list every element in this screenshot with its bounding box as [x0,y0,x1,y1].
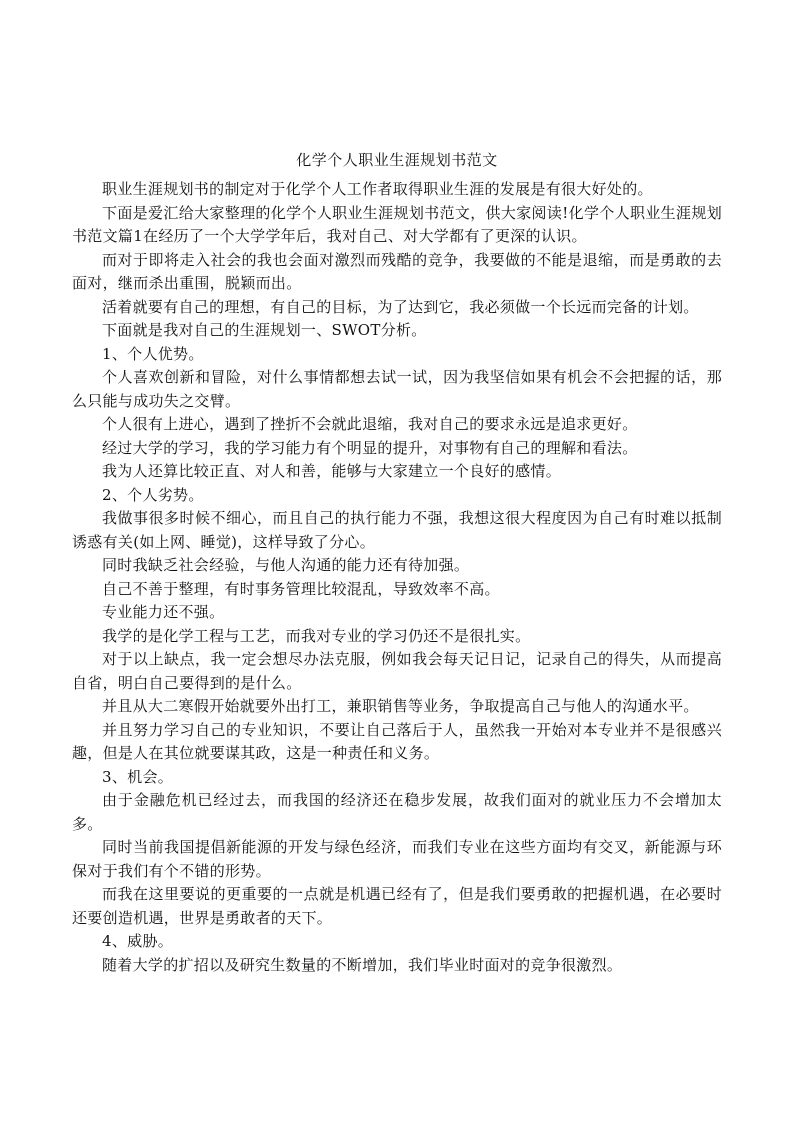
paragraph: 而对于即将走入社会的我也会面对激烈而残酷的竞争，我要做的不能是退缩，而是勇敢的去面对，继而杀出重围，脱颖而出。 [72,250,722,292]
paragraph: 随着大学的扩招以及研究生数量的不断增加，我们毕业时面对的竞争很激烈。 [102,955,623,974]
paragraph: 同时当前我国提倡新能源的开发与绿色经济，而我们专业在这些方面均有交叉，新能源与环保对于我们有个不错的形势。 [72,838,722,880]
paragraph: 下面就是我对自己的生涯规划一、SWOT分析。 [102,321,427,339]
paragraph: 对于以上缺点，我一定会想尽办法克服，例如我会每天记日记，记录自己的得失，从而提高自省，明白自己要得到的是什么。 [72,650,722,692]
paragraph: 并且从大二寒假开始就要外出打工，兼职销售等业务，争取提高自己与他人的沟通水平。 [102,697,699,715]
paragraph: 个人喜欢创新和冒险，对什么事情都想去试一试，因为我坚信如果有机会不会把握的话，那么只能与成功失之交臂。 [72,368,722,410]
paragraph: 我学的是化学工程与工艺，而我对专业的学习仍还不是很扎实。 [102,626,531,645]
paragraph: 而我在这里要说的更重要的一点就是机遇已经有了，但是我们要勇敢的把握机遇，在必要时还要创造机遇，世界是勇敢者的天下。 [72,885,722,927]
paragraph: 职业生涯规划书的制定对于化学个人工作者取得职业生涯的发展是有很大好处的。 [102,180,653,198]
paragraph: 个人很有上进心，遇到了挫折不会就此退缩，我对自己的要求永远是追求更好。 [102,415,638,433]
section-heading-strengths: 1、个人优势。 [102,344,204,363]
paragraph: 我做事很多时候不细心，而且自己的执行能力不强，我想这很大程度因为自己有时难以抵制诱惑有关(如上网、睡觉)，这样导致了分心。 [72,509,722,551]
section-heading-opportunities: 3、机会。 [102,767,174,786]
paragraph: 活着就要有自己的理想，有自己的目标，为了达到它，我必须做一个长远而完备的计划。 [102,297,699,316]
paragraph: 我为人还算比较正直、对人和善，能够与大家建立一个良好的感情。 [102,462,562,480]
paragraph: 自己不善于整理，有时事务管理比较混乱，导致效率不高。 [102,579,500,598]
document-page [72,150,722,977]
document-body [72,178,722,977]
paragraph: 经过大学的学习，我的学习能力有个明显的提升，对事物有自己的理解和看法。 [102,438,638,457]
paragraph: 同时我缺乏社会经验，与他人沟通的能力还有待加强。 [102,556,470,574]
section-heading-weaknesses: 2、个人劣势。 [102,485,204,504]
section-heading-threats: 4、威胁。 [102,932,174,950]
paragraph: 并且努力学习自己的专业知识，不要让自己落后于人，虽然我一开始对本专业并不是很感兴趣，但是人在其位就要谋其政，这是一种责任和义务。 [72,720,722,762]
paragraph: 下面是爱汇给大家整理的化学个人职业生涯规划书范文，供大家阅读!化学个人职业生涯规划书范文篇1在经历了一个大学学年后，我对自己、对大学都有了更深的认识。 [72,203,722,245]
paragraph: 专业能力还不强。 [102,603,225,621]
paragraph: 由于金融危机已经过去，而我国的经济还在稳步发展，故我们面对的就业压力不会增加太多。 [72,791,722,833]
document-title: 化学个人职业生涯规划书范文 [296,151,498,169]
